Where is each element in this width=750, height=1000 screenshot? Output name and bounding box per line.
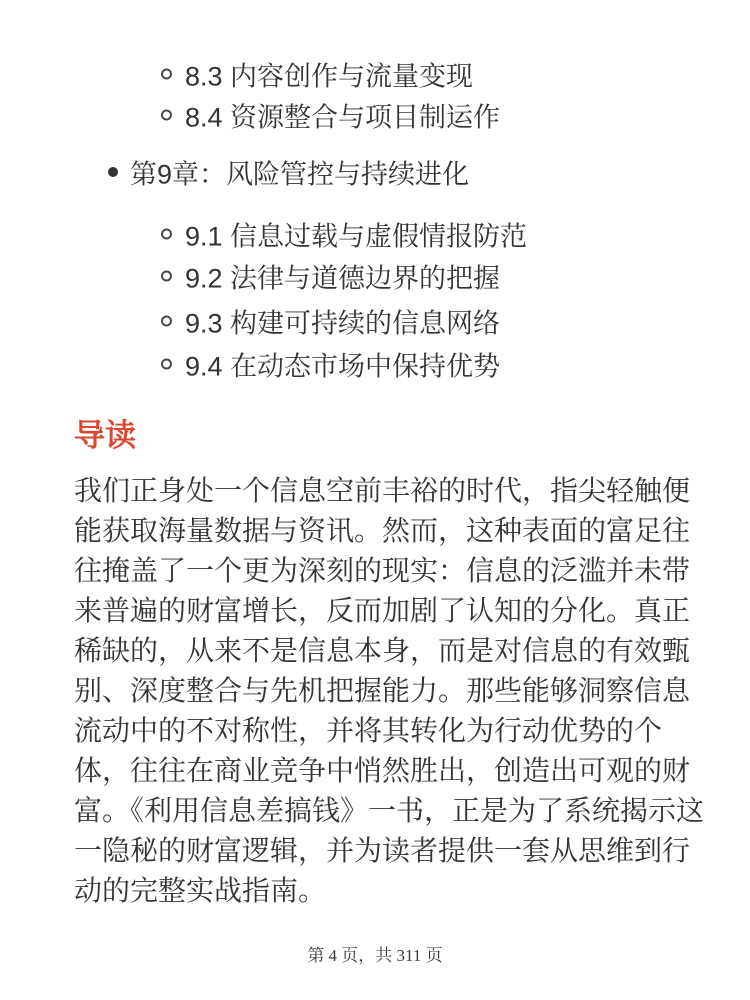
toc-item xyxy=(0,261,750,294)
toc-item xyxy=(0,100,750,133)
page-number-footer: 第 4 页，共 311 页 xyxy=(307,946,443,965)
toc-item-label: 9.3 构建可持续的信息网络 xyxy=(185,308,501,339)
toc-item xyxy=(0,59,750,92)
toc-item-label: 9.2 法律与道德边界的把握 xyxy=(185,263,501,294)
toc-item xyxy=(0,219,750,252)
toc-chapter-item xyxy=(0,157,750,190)
circle-bullet-icon xyxy=(161,271,172,282)
circle-bullet-icon xyxy=(161,69,172,80)
toc-item-label: 9.4 在动态市场中保持优势 xyxy=(185,351,501,382)
circle-bullet-icon xyxy=(161,316,172,327)
circle-bullet-icon xyxy=(161,359,172,370)
intro-paragraph: 我们正身处一个信息空前丰裕的时代，指尖轻触便能获取海量数据与资讯。然而，这种表面的富足往往掩盖了一个更为深刻的现实：信息的泛滥并未带来普遍的财富增长，反而加剧了认知的分化。真正稀缺的，从来不是信息本身，而是对信息的有效甄别、深度整合与先机把握能力。那些能够洞察信息流动中的不对称性，并将其转化为行动优势的个体，往往在商业竞争中悄然胜出，创造出可观的财富。《利用信息差搞钱》一书，正是为了系统揭示这一隐秘的财富逻辑，并为读者提供一套从思维到行动的完整实战指南。 xyxy=(74,475,705,906)
toc-item-label: 9.1 信息过载与虚假情报防范 xyxy=(185,221,528,252)
toc-item-label: 8.4 资源整合与项目制运作 xyxy=(185,102,501,133)
toc-item xyxy=(0,349,750,382)
circle-bullet-icon xyxy=(161,229,172,240)
toc-item-label: 8.3 内容创作与流量变现 xyxy=(185,61,474,92)
toc-item xyxy=(0,306,750,339)
disc-bullet-icon xyxy=(108,167,118,177)
circle-bullet-icon xyxy=(161,110,172,121)
toc-chapter-label: 第9章：风险管控与持续进化 xyxy=(130,159,470,190)
section-heading: 导读 xyxy=(74,418,136,453)
